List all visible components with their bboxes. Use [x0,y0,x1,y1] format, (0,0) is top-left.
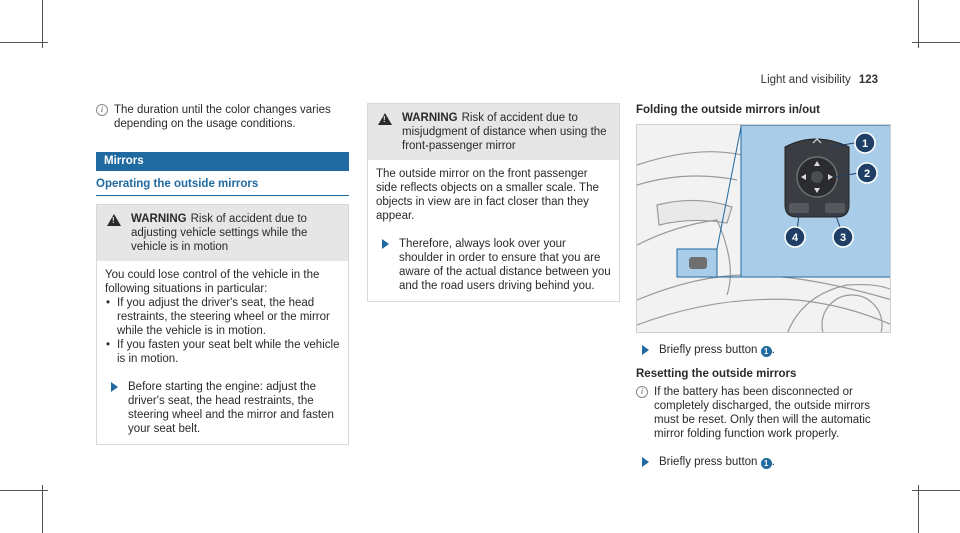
step-text: Briefly press button 1 . [659,344,775,356]
crop-mark [918,0,919,48]
warning-head [97,205,348,261]
callout-label: 3 [839,232,847,244]
door-panel-drawing [637,125,891,333]
warning-triangle-icon [378,113,392,125]
info-note [96,103,349,131]
right-column-lower [636,343,891,469]
warning-step [105,380,340,436]
right-column [636,103,891,117]
crop-mark [912,42,960,43]
heading-resetting-mirrors: Resetting the outside mirrors [636,368,797,380]
warning-bullet: • If you fasten your seat belt while the vehicle is in motion. [105,338,340,366]
warning-body-text: The outside mirror on the front passenger side reflects objects on a smaller scale. The objects in view are in fact closer than they appear. [376,168,599,222]
section-bar-mirrors: Mirrors [96,152,349,171]
warning-body [97,261,348,444]
info-icon: i [636,386,648,398]
heading-folding-mirrors: Folding the outside mirrors in/out [636,104,820,116]
page-number: 123 [858,74,878,86]
warning-label: WARNING [131,213,187,225]
callout-3 [833,227,853,247]
subheading-operating-mirrors: Operating the outside mirrors [96,177,349,196]
warning-head [368,104,619,160]
step-prefix: Briefly press button [659,344,758,356]
step-arrow-icon [642,457,649,467]
crop-mark [42,0,43,48]
crop-mark [0,490,48,491]
warning-bullet: • If you adjust the driver's seat, the head restraints, the steering wheel or the mirror while the vehicle is in motion. [105,296,340,338]
step-text: Briefly press button 1 . [659,456,775,468]
callout-label: 4 [791,232,799,244]
button-number-badge: 1 [761,458,772,469]
warning-box [367,103,620,302]
warning-body [368,160,619,301]
info-icon: i [96,104,108,116]
crop-mark [918,485,919,533]
callout-2 [857,163,877,183]
step-prefix: Briefly press button [659,456,758,468]
step-arrow-icon [382,239,389,249]
warning-step-text: Before starting the engine: adjust the driver's seat, the head restraints, the steering wheel and the mirror and fasten your seat belt. [128,381,334,435]
warning-step-text: Therefore, always look over your shoulder in order to ensure that you are aware of the actual distance between you and the road users driving behind you. [399,238,611,292]
callout-label: 2 [863,168,871,180]
warning-triangle-icon [107,214,121,226]
info-note-text: If the battery has been disconnected or completely discharged, the outside mirrors must be reset. Only then will the automatic mirror folding function work properly. [654,386,871,440]
page-header [761,73,878,87]
warning-head-text: Risk of accident due to adjusting vehicle settings while the vehicle is in motion [131,213,308,253]
crop-mark [0,42,48,43]
left-column [96,103,349,445]
callout-label: 1 [861,138,869,150]
warning-head-text: Risk of accident due to misjudgment of distance when using the front-passenger mirror [402,112,607,152]
warning-box [96,204,349,445]
button-number-badge: 1 [761,346,772,357]
crop-mark [912,490,960,491]
warning-label: WARNING [402,112,458,124]
info-note-text: The duration until the color changes varies depending on the usage conditions. [114,104,331,130]
warning-step [376,237,611,293]
step-arrow-icon [642,345,649,355]
warning-bullet-list [105,296,340,366]
step-press-button [636,343,891,357]
step-press-button [636,455,891,469]
middle-column [367,103,620,302]
callout-4 [785,227,805,247]
crop-mark [42,485,43,533]
header-section: Light and visibility [760,74,851,86]
step-arrow-icon [111,382,118,392]
info-note [636,385,891,441]
mirror-switch-illustration [636,124,891,333]
warning-intro: You could lose control of the vehicle in the following situations in particular: [105,269,320,295]
callout-1 [855,133,875,153]
